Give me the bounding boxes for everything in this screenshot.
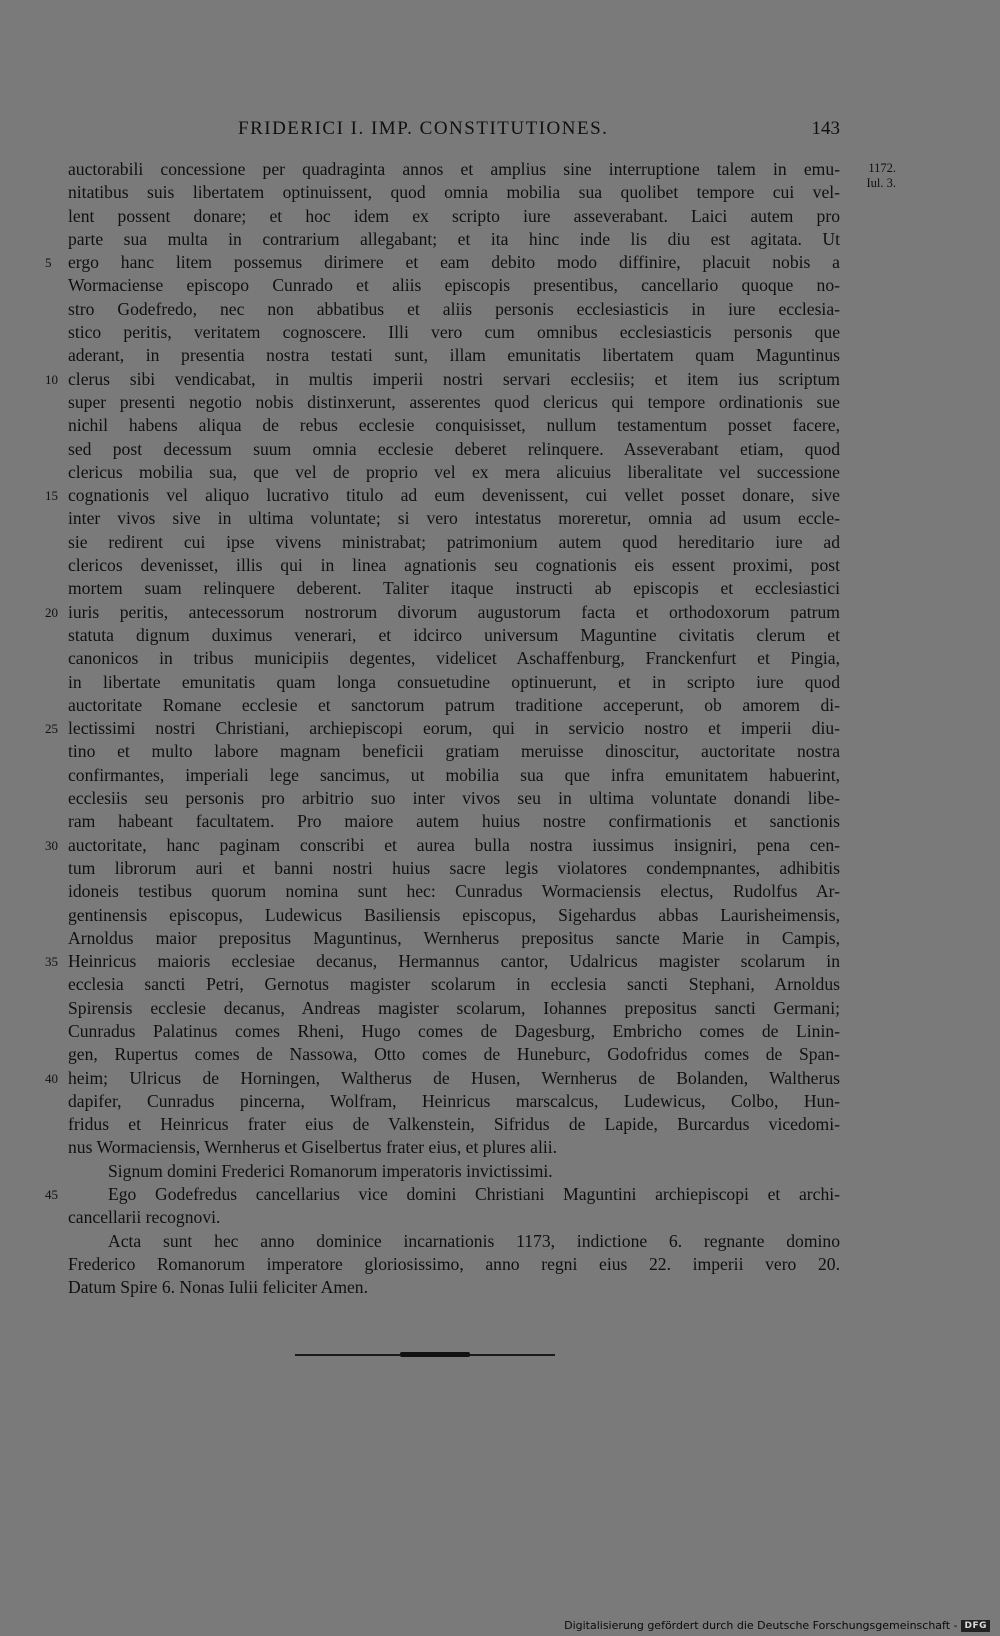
text-line — [68, 973, 840, 996]
line-text: Spirensis ecclesie decanus, Andreas magister scolarum, Iohannes prepositus sancti Germani; — [68, 997, 840, 1018]
text-line — [68, 554, 840, 577]
line-text: sie redirent cui ipse vivens ministrabat; patrimonium autem quod hereditario iure ad — [68, 531, 840, 552]
line-text: ecclesiis seu personis pro arbitrio suo inter vivos seu in ultima voluntate donandi libe- — [68, 788, 840, 809]
line-number: 5 — [45, 255, 52, 271]
text-line — [45, 251, 840, 274]
line-text: Frederico Romanorum imperatore gloriosissimo, anno regni eius 22. imperii vero 20. — [68, 1253, 840, 1274]
text-line — [68, 997, 840, 1020]
text-line — [68, 694, 840, 717]
text-line — [68, 414, 840, 437]
line-text: fridus et Heinricus frater eius de Valkenstein, Sifridus de Lapide, Burcardus vicedomi- — [68, 1114, 840, 1135]
line-text: idoneis testibus quorum nomina sunt hec: Cunradus Wormaciensis electus, Rudolfus Ar- — [68, 881, 840, 902]
text-line — [45, 834, 840, 857]
text-line — [45, 717, 840, 740]
line-number: 40 — [45, 1070, 58, 1086]
line-text: mortem suam relinquere deberent. Taliter itaque instructi ab episcopis et ecclesiastici — [68, 578, 840, 599]
text-line — [68, 904, 840, 927]
line-number: 45 — [45, 1187, 58, 1203]
text-line — [68, 391, 840, 414]
line-text: statuta dignum duximus venerari, et idcirco universum Maguntine civitatis clerum et — [68, 624, 840, 645]
line-text: auctoritate, hanc paginam conscribi et aurea bulla nostra iussimus insigniri, pena cen- — [68, 834, 840, 855]
digitization-footer — [564, 1619, 990, 1632]
line-text: clericus mobilia sua, que vel de proprio vel ex mera alicuius liberalitate vel successione — [68, 461, 840, 482]
line-text: lent possent donare; et hoc idem ex scripto iure asseverabant. Laici autem pro — [68, 205, 840, 226]
line-text: nus Wormaciensis, Wernherus et Giselbertus frater eius, et plures alii. — [68, 1137, 558, 1158]
line-text: ram habeant facultatem. Pro maiore autem huius nostre confirmationis et sanctionis — [68, 811, 840, 832]
line-text: Ego Godefredus cancellarius vice domini Christiani Maguntini archiepiscopi et archi- — [108, 1184, 840, 1205]
text-line — [45, 368, 840, 391]
text-line — [68, 857, 840, 880]
text-line — [68, 344, 840, 367]
text-line — [45, 601, 840, 624]
text-line — [68, 647, 840, 670]
line-text: dapifer, Cunradus pincerna, Wolfram, Heinricus marscalcus, Ludewicus, Colbo, Hun- — [68, 1090, 840, 1111]
page-title: FRIDERICI I. IMP. CONSTITUTIONES. — [238, 118, 609, 139]
text-line — [45, 950, 840, 973]
line-text: nitatibus suis libertatem optinuissent, quod omnia mobilia sua quolibet tempore cui vel- — [68, 182, 840, 203]
margin-date-note — [852, 161, 896, 191]
line-number: 25 — [45, 721, 58, 737]
text-line — [68, 1230, 840, 1253]
text-line — [68, 1136, 840, 1159]
text-line — [68, 1160, 840, 1183]
line-text: cancellarii recognovi. — [68, 1207, 221, 1228]
text-line — [68, 321, 840, 344]
page-number: 143 — [811, 118, 840, 139]
line-text: Acta sunt hec anno dominice incarnationis 1173, indictione 6. regnante domino — [108, 1230, 840, 1251]
text-line — [68, 1113, 840, 1136]
text-line — [68, 1090, 840, 1113]
text-line — [68, 507, 840, 530]
line-text: clericos devenisset, illis qui in linea agnationis seu cognationis eis essent proximi, post — [68, 555, 840, 576]
line-text: stico peritis, veritatem cognoscere. Illi vero cum omnibus ecclesiasticis personis que — [68, 322, 840, 343]
text-line — [68, 740, 840, 763]
text-line — [68, 577, 840, 600]
line-text: Arnoldus maior prepositus Maguntinus, Wernherus prepositus sancte Marie in Campis, — [68, 927, 840, 948]
text-line — [68, 764, 840, 787]
text-line — [68, 274, 840, 297]
text-line — [68, 438, 840, 461]
text-line — [68, 671, 840, 694]
line-text: clerus sibi vendicabat, in multis imperii nostri servari ecclesiis; et item ius scriptum — [68, 368, 840, 389]
line-text: tino et multo labore magnam beneficii gratiam meruisse dinoscitur, auctoritate nostra — [68, 741, 840, 762]
line-text: super presenti negotio nobis distinxerunt, asserentes quod clericus qui tempore ordinationis sue — [68, 391, 840, 412]
line-number: 35 — [45, 954, 58, 970]
text-line — [45, 1183, 840, 1206]
text-line — [68, 1206, 840, 1229]
text-line — [68, 1253, 840, 1276]
margin-day: Iul. 3. — [866, 176, 896, 190]
line-text: ecclesia sancti Petri, Gernotus magister scolarum in ecclesia sancti Stephani, Arnoldus — [68, 974, 840, 995]
text-line — [68, 624, 840, 647]
line-text: parte sua multa in contrarium allegabant; et ita hinc inde lis diu est agitata. Ut — [68, 228, 840, 249]
text-line — [68, 1043, 840, 1066]
text-line — [68, 1020, 840, 1043]
text-line — [68, 158, 840, 181]
line-text: inter vivos sive in ultima voluntate; si vero intestatus moreretur, omnia ad usum eccle- — [68, 508, 840, 529]
text-line — [68, 461, 840, 484]
text-line — [45, 1067, 840, 1090]
line-text: Signum domini Frederici Romanorum imperatoris invictissimi. — [108, 1160, 553, 1181]
line-text: cognationis vel aliquo lucrativo titulo ad eum devenissent, cui vellet posset donare, sive — [68, 485, 840, 506]
line-text: Cunradus Palatinus comes Rheni, Hugo comes de Dagesburg, Embricho comes de Linin- — [68, 1020, 840, 1041]
text-line — [68, 880, 840, 903]
line-text: auctorabili concessione per quadraginta annos et amplius sine interruptione talem in emu- — [68, 159, 840, 179]
line-text: aderant, in presentia nostra testati sunt, illam emunitatis libertatem quam Maguntinus — [68, 345, 840, 366]
line-text: Wormaciense episcopo Cunrado et aliis episcopis presentibus, cancellario quoque no- — [68, 275, 840, 296]
text-line — [68, 1276, 840, 1299]
body-text — [45, 158, 840, 1300]
funding-credit: Digitalisierung gefördert durch die Deutsche Forschungsgemeinschaft - — [564, 1619, 958, 1632]
text-line — [68, 810, 840, 833]
line-number: 15 — [45, 488, 58, 504]
line-text: in libertate emunitatis quam longa consuetudine optinuerunt, et in scripto iure quod — [68, 671, 840, 692]
text-line — [68, 927, 840, 950]
line-text: confirmantes, imperiali lege sancimus, ut mobilia sua que infra emunitatem habuerint, — [68, 764, 840, 785]
line-text: canonicos in tribus municipiis degentes, videlicet Aschaffenburg, Franckenfurt et Pingia, — [68, 648, 840, 669]
line-text: ergo hanc litem possemus dirimere et eam debito modo diffinire, placuit nobis a — [68, 252, 840, 273]
line-text: tum librorum auri et banni nostri huius sacre legis violatores condempnantes, adhibitis — [68, 857, 840, 878]
text-line — [68, 181, 840, 204]
line-text: Datum Spire 6. Nonas Iulii feliciter Amen. — [68, 1277, 369, 1298]
text-line — [68, 787, 840, 810]
text-line — [45, 484, 840, 507]
text-line — [68, 205, 840, 228]
margin-year: 1172. — [868, 161, 896, 175]
line-text: gen, Rupertus comes de Nassowa, Otto comes de Huneburc, Godofridus comes de Span- — [68, 1044, 840, 1065]
line-text: heim; Ulricus de Horningen, Waltherus de Husen, Wernherus de Bolanden, Waltherus — [68, 1067, 840, 1088]
closing-rule-ornament — [400, 1352, 470, 1357]
line-number: 30 — [45, 837, 58, 853]
text-line — [68, 531, 840, 554]
line-text: lectissimi nostri Christiani, archiepiscopi eorum, qui in servicio nostro et imperii diu- — [68, 718, 840, 739]
running-header — [68, 118, 840, 146]
line-text: Heinricus maioris ecclesiae decanus, Hermannus cantor, Udalricus magister scolarum in — [68, 951, 840, 972]
line-number: 20 — [45, 604, 58, 620]
text-line — [68, 228, 840, 251]
line-text: iuris peritis, antecessorum nostrorum divorum augustorum facta et orthodoxorum patrum — [68, 601, 840, 622]
dfg-logo: DFG — [961, 1620, 990, 1632]
line-text: sed post decessum suum omnia ecclesie deberet relinquere. Asseverabant etiam, quod — [68, 438, 840, 459]
line-text: nichil habens aliqua de rebus ecclesie conquisisset, nullum testamentum posset facere, — [68, 415, 840, 436]
line-text: gentinensis episcopus, Ludewicus Basiliensis episcopus, Sigehardus abbas Laurisheimensis, — [68, 904, 840, 925]
line-text: auctoritate Romane ecclesie et sanctorum patrum traditione acceperunt, ob amorem di- — [68, 694, 840, 715]
line-text: stro Godefredo, nec non abbatibus et aliis personis ecclesiasticis in iure ecclesia- — [68, 298, 840, 319]
line-number: 10 — [45, 371, 58, 387]
text-line — [68, 298, 840, 321]
